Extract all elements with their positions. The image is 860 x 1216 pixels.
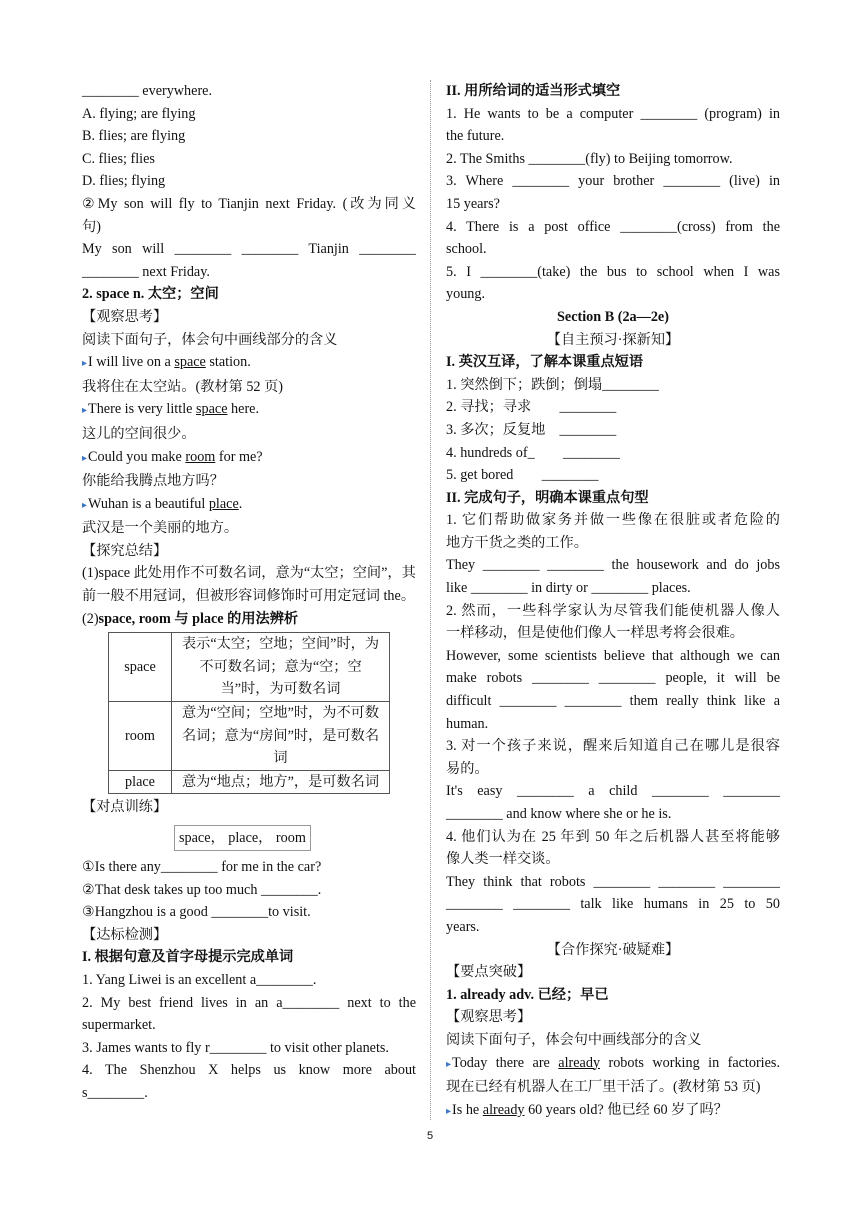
table-cell-description: 表示“太空；空地；空间”时，为不可数名词；意为“空；空当”时，为可数名词 bbox=[172, 633, 390, 702]
text-line: 15 years? bbox=[446, 195, 500, 212]
table-cell-word: place bbox=[109, 770, 172, 794]
text-line: 【要点突破】 bbox=[446, 964, 532, 981]
word-box: space， place， room bbox=[174, 825, 311, 851]
text-line: 像人类一样交谈。 bbox=[446, 851, 560, 868]
sentence-text: Today there are bbox=[452, 1054, 559, 1071]
text-line: 易的。 bbox=[446, 760, 489, 777]
text-line: 地方干货之类的工作。 bbox=[446, 534, 588, 551]
text-line: young. bbox=[446, 286, 486, 303]
text-line: 2. 然而，一些科学家认为尽管我们能使机器人像人 bbox=[446, 602, 780, 619]
text-line: 4. There is a post office ________(cross) from the bbox=[446, 218, 780, 235]
text-line: I. 根据句意及首字母提示完成单词 bbox=[82, 949, 294, 966]
sentence-text: Is he bbox=[452, 1101, 483, 1118]
text-line: D. flies; flying bbox=[82, 173, 166, 190]
text-line: supermarket. bbox=[82, 1017, 156, 1034]
text-line: years. bbox=[446, 918, 480, 935]
text-line: like ________ in dirty or ________ places. bbox=[446, 580, 691, 597]
text-line: 1. Yang Liwei is an excellent a________. bbox=[82, 971, 317, 988]
text-line bbox=[446, 1052, 780, 1077]
left-column bbox=[82, 80, 416, 1105]
text-line: 【观察思考】 bbox=[82, 308, 168, 325]
text-line: My son will ________ ________ Tianjin ________ bbox=[82, 241, 416, 258]
sentence-text: station. bbox=[205, 354, 251, 371]
sentence-text: here. bbox=[227, 401, 260, 418]
text-line: II. 用所给词的适当形式填空 bbox=[446, 83, 621, 99]
compare-title-prefix: (2) bbox=[82, 610, 99, 627]
text-line: 1. 它们帮助做家务并做一些像在很脏或者危险的 bbox=[446, 512, 780, 529]
text-line bbox=[82, 493, 416, 518]
text-line: 2. 寻找；寻求 ________ bbox=[446, 399, 617, 416]
text-line: 【自主预习·探新知】 bbox=[546, 331, 680, 348]
text-line: I. 英汉互译，了解本课重点短语 bbox=[446, 354, 644, 371]
text-line: II. 完成句子，明确本课重点句型 bbox=[446, 489, 649, 506]
table-row bbox=[109, 633, 390, 702]
left-column-top bbox=[82, 80, 416, 608]
text-line: school. bbox=[446, 241, 487, 258]
sentence-text: robots working in factories. bbox=[600, 1054, 780, 1071]
text-line: the future. bbox=[446, 128, 505, 145]
text-line: 2. My best friend lives in an a________ next to the bbox=[82, 994, 416, 1011]
text-line: 武汉是一个美丽的地方。 bbox=[82, 520, 239, 537]
underlined-word: already bbox=[558, 1054, 601, 1071]
text-line: ________ ________ talk like humans in 25 to 50 bbox=[446, 896, 780, 913]
text-line: They ________ ________ the housework and do jobs bbox=[446, 557, 780, 574]
text-line: ③Hangzhou is a good ________to visit. bbox=[82, 904, 311, 921]
text-line: 2. space n. 太空；空间 bbox=[82, 286, 219, 303]
text-line bbox=[82, 398, 416, 423]
text-line: They think that robots ________ ________ ________ bbox=[446, 873, 780, 890]
text-line: 3. James wants to fly r________ to visit other planets. bbox=[82, 1039, 389, 1056]
text-line: 3. 多次；反复地 ________ bbox=[446, 421, 617, 438]
text-line: ________ everywhere. bbox=[82, 83, 213, 99]
text-line: 5. get bored ________ bbox=[446, 467, 599, 484]
sentence-text: for me? bbox=[215, 448, 263, 465]
sentence-text: Wuhan is a beautiful bbox=[88, 495, 209, 512]
underlined-word: space bbox=[195, 401, 228, 418]
bullet-triangle-icon: ▸ bbox=[446, 1058, 452, 1070]
table-row bbox=[109, 702, 390, 771]
text-line: C. flies; flies bbox=[82, 150, 155, 167]
text-line: 现在已经有机器人在工厂里干活了。(教材第 53 页) bbox=[446, 1079, 761, 1096]
practice-heading: 【对点训练】 bbox=[82, 799, 168, 816]
text-line: difficult ________ ________ them really think like a bbox=[446, 693, 780, 710]
sentence-text: 60 years old? 他已经 60 岁了吗？ bbox=[524, 1101, 728, 1118]
text-line: A. flying; are flying bbox=[82, 105, 196, 122]
text-line: 阅读下面句子，体会句中画线部分的含义 bbox=[446, 1031, 702, 1048]
text-line: ________ next Friday. bbox=[82, 263, 210, 280]
sentence-text: I will live on a bbox=[88, 354, 175, 371]
text-line: ①Is there any________ for me in the car? bbox=[82, 859, 322, 875]
text-line: make robots ________ ________ people, it will be bbox=[446, 670, 780, 687]
table-cell-description: 意为“地点；地方”，是可数名词 bbox=[172, 770, 390, 794]
compare-title-text: space, room 与 place 的用法辨析 bbox=[98, 610, 299, 627]
sentence-text: Could you make bbox=[88, 448, 186, 465]
bullet-triangle-icon: ▸ bbox=[446, 1105, 452, 1117]
text-line: 4. hundreds of_ ________ bbox=[446, 444, 620, 461]
table-cell-description: 意为“空间；空地”时，为不可数名词；意为“房间”时，是可数名词 bbox=[172, 702, 390, 771]
underlined-word: already bbox=[482, 1101, 525, 1118]
text-line: 【达标检测】 bbox=[82, 926, 168, 943]
text-line: 【合作探究·破疑难】 bbox=[546, 941, 680, 958]
column-divider bbox=[430, 80, 431, 1120]
left-column-bottom bbox=[82, 856, 416, 1105]
text-line: 1. already adv. 已经；早已 bbox=[446, 986, 609, 1003]
bullet-triangle-icon: ▸ bbox=[82, 405, 88, 417]
text-line bbox=[82, 446, 416, 471]
underlined-word: room bbox=[185, 448, 216, 465]
text-line: 2. The Smiths ________(fly) to Beijing tomorrow. bbox=[446, 150, 733, 167]
text-line: ________ and know where she or he is. bbox=[446, 806, 672, 822]
text-line: 4. The Shenzhou X helps us know more about bbox=[82, 1062, 416, 1079]
text-line: 4. 他们认为在 25 年到 50 年之后机器人甚至将能够 bbox=[446, 828, 780, 845]
text-line: 一样移动，但是使他们像人一样思考将会很难。 bbox=[446, 625, 744, 642]
text-line: 这儿的空间很少。 bbox=[82, 425, 196, 442]
text-line bbox=[446, 1099, 780, 1124]
text-line: 阅读下面句子，体会句中画线部分的含义 bbox=[82, 331, 338, 348]
table-cell-word: room bbox=[109, 702, 172, 771]
text-line bbox=[82, 351, 416, 376]
text-line: 句) bbox=[82, 218, 101, 235]
text-line: 5. I ________(take) the bus to school when I was bbox=[446, 263, 780, 280]
underlined-word: space bbox=[174, 354, 206, 371]
text-line: 【探究总结】 bbox=[82, 542, 168, 559]
text-line: However, some scientists believe that although we can bbox=[446, 647, 780, 664]
text-line: ②My son will fly to Tianjin next Friday. (改为同义 bbox=[82, 195, 416, 212]
text-line: 1. He wants to be a computer ________ (program) in bbox=[446, 105, 780, 122]
sentence-text: There is very little bbox=[88, 401, 196, 418]
text-line: 3. Where ________ your brother ________ (live) in bbox=[446, 173, 780, 190]
sentence-text: . bbox=[238, 495, 243, 512]
text-line: B. flies; are flying bbox=[82, 128, 186, 145]
text-line: 【观察思考】 bbox=[446, 1009, 532, 1026]
text-line: (1)space 此处用作不可数名词，意为“太空；空间”，其前一般不用冠词，但被形容词修饰时可用定冠词 the。 bbox=[82, 565, 416, 605]
bullet-triangle-icon: ▸ bbox=[82, 358, 88, 370]
table-row bbox=[109, 770, 390, 794]
compare-title bbox=[82, 608, 416, 631]
text-line: Section B (2a—2e) bbox=[557, 308, 669, 325]
right-column bbox=[446, 80, 780, 1123]
bullet-triangle-icon: ▸ bbox=[82, 499, 88, 511]
text-line: 1. 突然倒下；跌倒；倒塌________ bbox=[446, 376, 659, 393]
text-line: 我将住在太空站。(教材第 52 页) bbox=[82, 378, 283, 395]
text-line: ②That desk takes up too much ________. bbox=[82, 881, 322, 898]
page-number: 5 bbox=[426, 1130, 434, 1142]
right-column-lines bbox=[446, 80, 780, 1123]
comparison-table bbox=[108, 632, 390, 794]
text-line: It's easy ________ a child ________ ________ bbox=[446, 783, 780, 800]
text-line: s________. bbox=[82, 1084, 148, 1101]
table-cell-word: space bbox=[109, 633, 172, 702]
underlined-word: place bbox=[208, 495, 239, 512]
text-line: 3. 对一个孩子来说，醒来后知道自己在哪儿是很容 bbox=[446, 738, 780, 755]
text-line: 你能给我腾点地方吗？ bbox=[82, 473, 224, 490]
bullet-triangle-icon: ▸ bbox=[82, 452, 88, 464]
text-line: human. bbox=[446, 715, 489, 732]
